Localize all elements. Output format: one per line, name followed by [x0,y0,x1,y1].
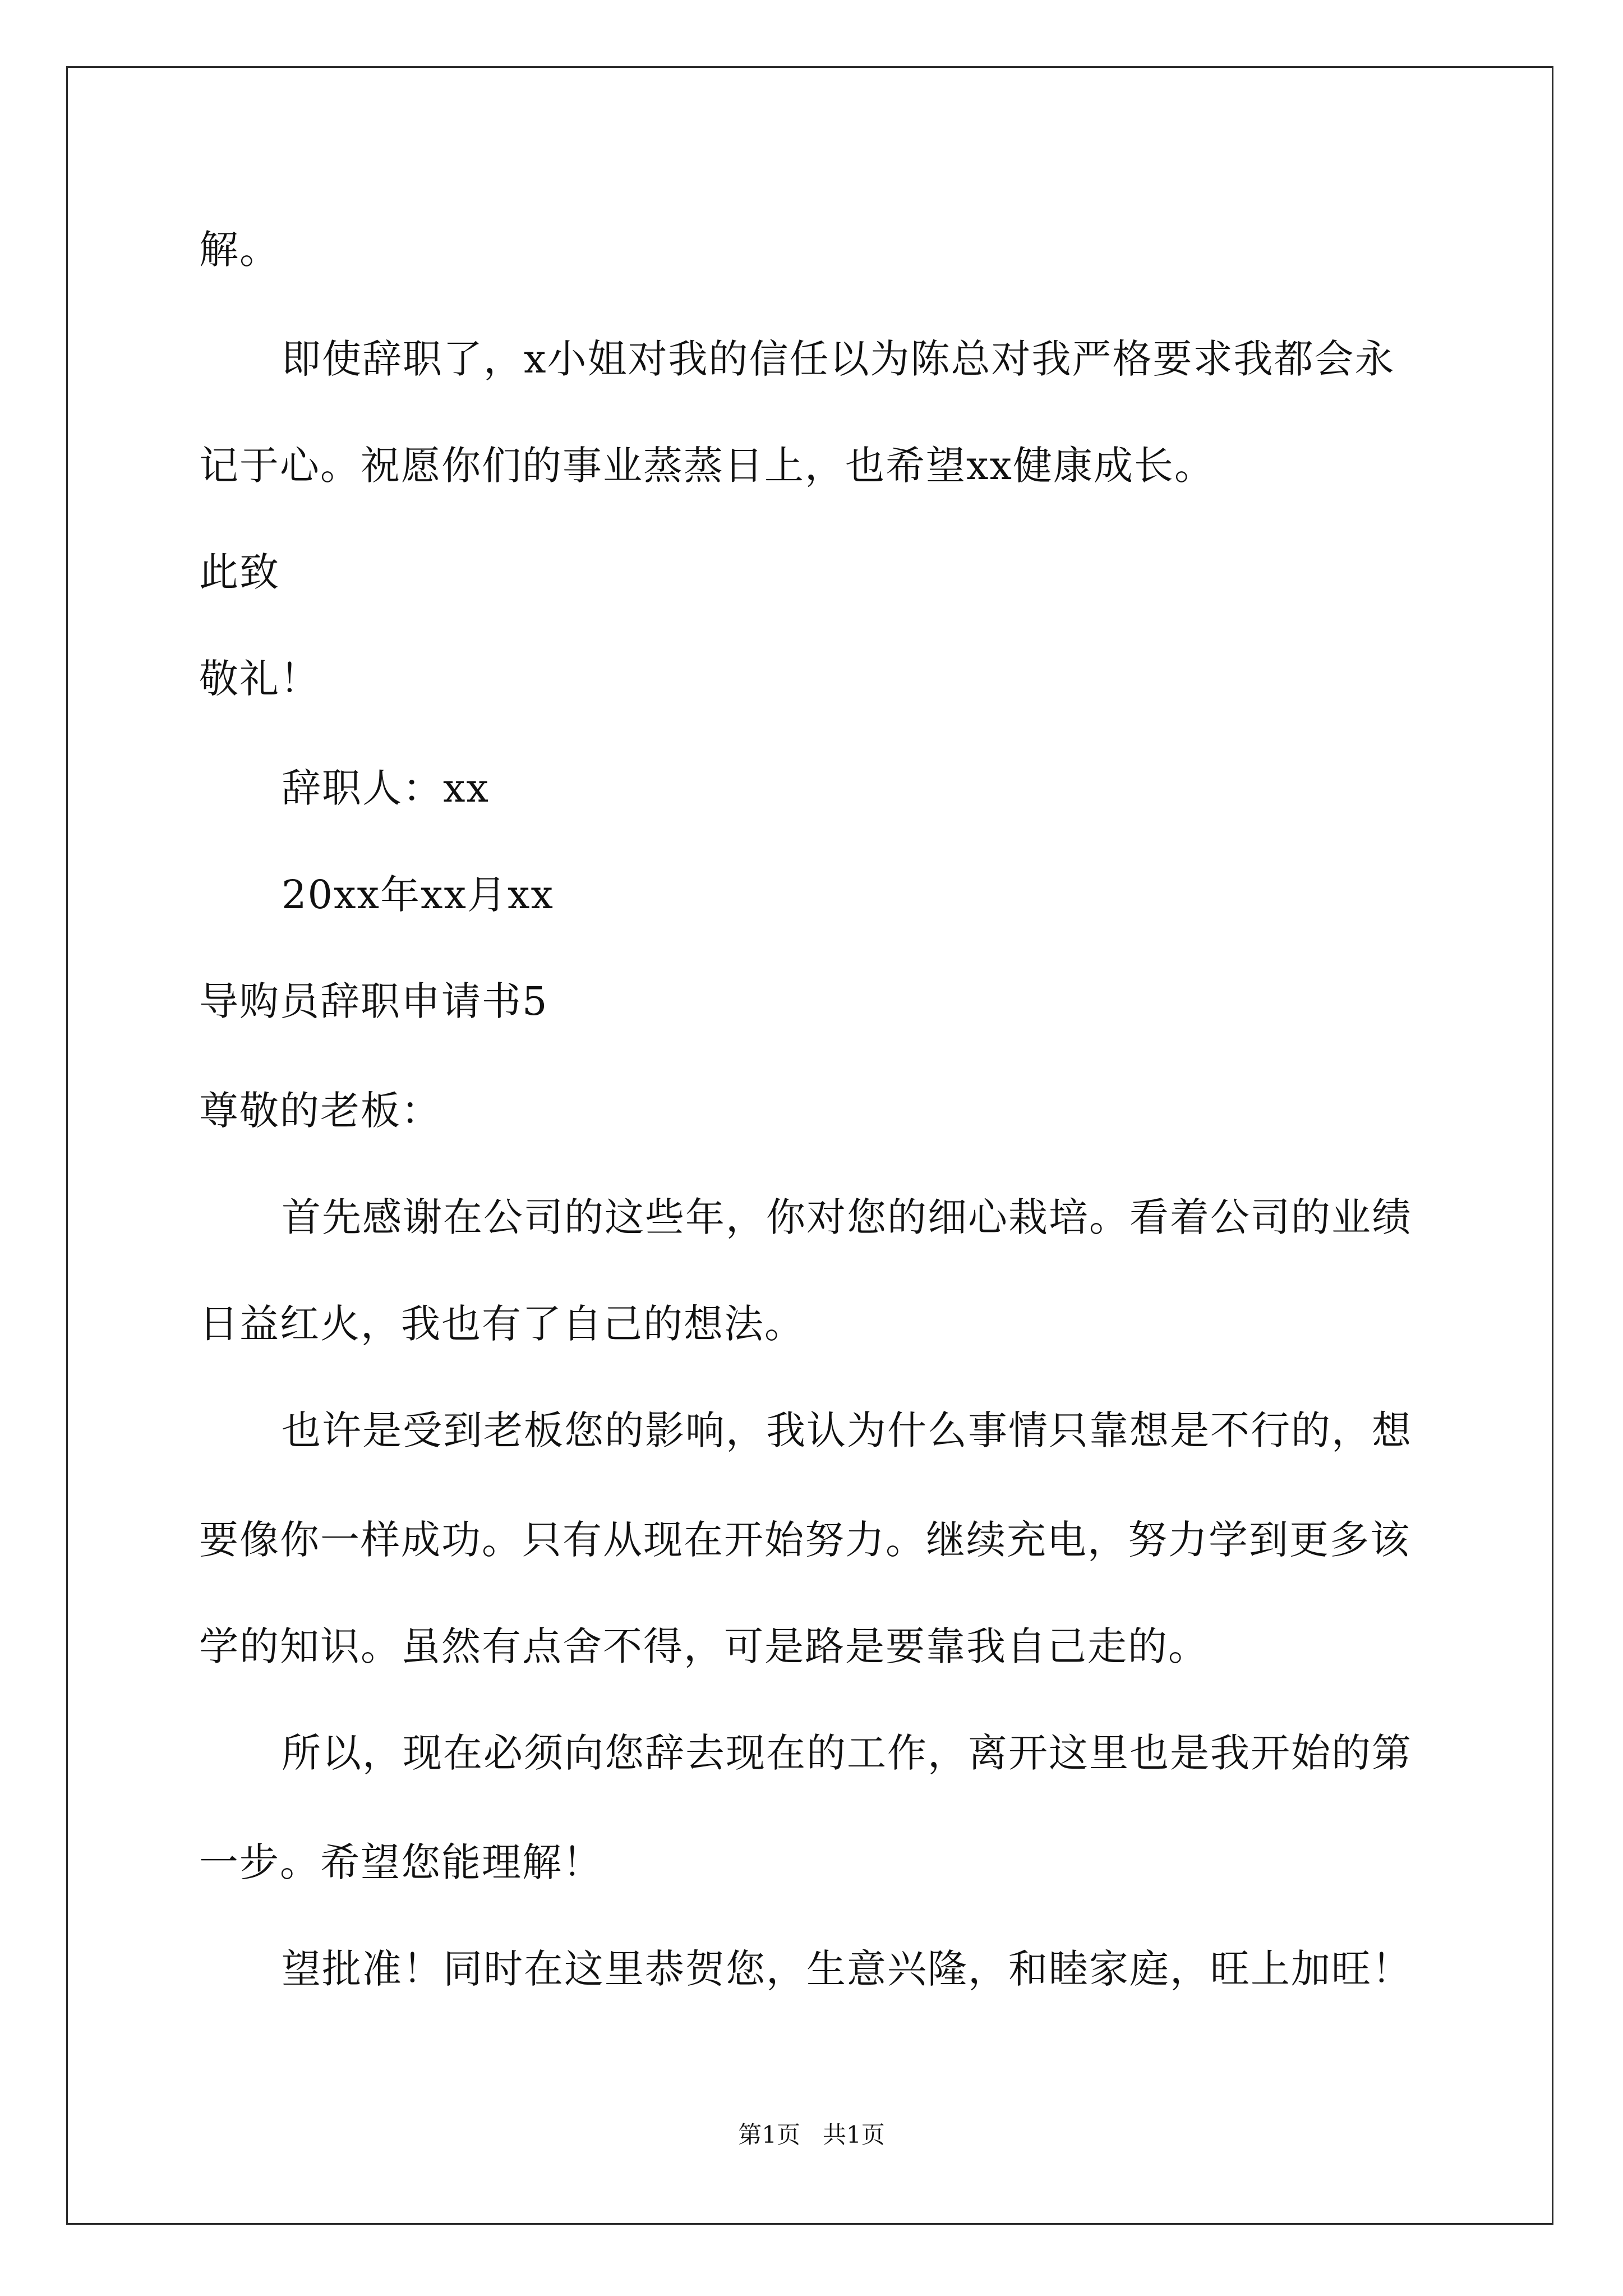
date-line: 20xx年xx月xx [282,872,554,918]
body-line-1: 解。 [199,227,280,273]
body-line-7: 要像你一样成功。只有从现在开始努力。继续充电，努力学到更多该 [199,1517,1410,1563]
section-title: 导购员辞职申请书5 [199,978,548,1024]
greeting: 尊敬的老板： [199,1088,441,1134]
body-line-4: 首先感谢在公司的这些年，你对您的细心栽培。看着公司的业绩 [282,1194,1412,1240]
closing-salutation: 此致 [199,549,280,595]
closing-regards: 敬礼！ [199,656,320,702]
signature-line: 辞职人：xx [282,765,490,811]
body-line-6: 也许是受到老板您的影响，我认为什么事情只靠想是不行的，想 [282,1407,1412,1453]
body-line-10: 一步。希望您能理解！ [199,1839,603,1885]
page-border [66,66,1553,2225]
body-line-3: 记于心。祝愿你们的事业蒸蒸日上，也希望xx健康成长。 [199,443,1215,489]
body-line-2: 即使辞职了，x小姐对我的信任以为陈总对我严格要求我都会永 [282,336,1395,382]
body-line-8: 学的知识。虽然有点舍不得，可是路是要靠我自己走的。 [199,1623,1209,1669]
page-footer: 第1页 共1页 [738,2121,885,2148]
body-line-5: 日益红火，我也有了自己的想法。 [199,1301,805,1347]
body-line-11: 望批准！同时在这里恭贺您，生意兴隆，和睦家庭，旺上加旺！ [282,1946,1412,1992]
body-line-9: 所以，现在必须向您辞去现在的工作，离开这里也是我开始的第 [282,1730,1412,1776]
